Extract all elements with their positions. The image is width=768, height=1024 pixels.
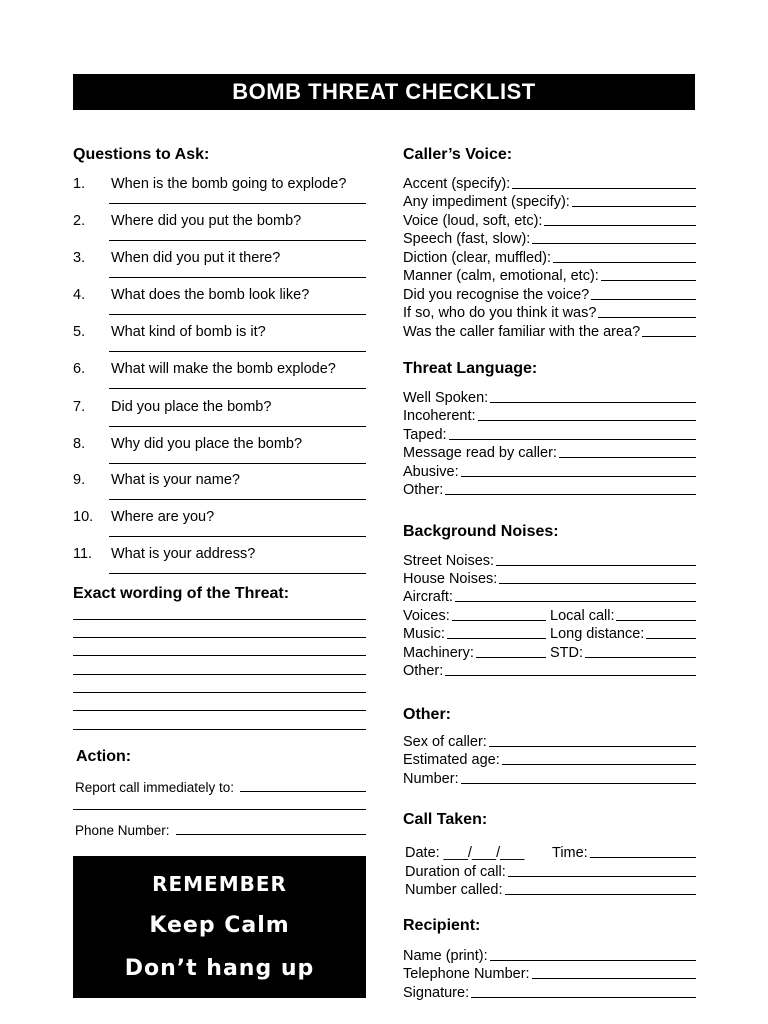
wording-line[interactable] [73,655,366,656]
name-print-field[interactable]: Name (print): [403,946,696,964]
voice-field[interactable]: Voice (loud, soft, etc): [403,211,696,229]
message-read-field[interactable]: Message read by caller: [403,443,696,461]
question-item: 5. What kind of bomb is it? [73,324,366,361]
std-field[interactable]: STD: [550,643,696,661]
question-item: 9. What is your name? [73,472,366,509]
remember-dont-hang-up: Don’t hang up [124,956,315,981]
report-to-field[interactable]: Report call immediately to: [75,777,366,795]
duration-field[interactable]: Duration of call: [405,862,696,880]
question-item: 3. When did you put it there? [73,250,366,287]
action-heading: Action: [76,748,132,765]
question-item: 4. What does the bomb look like? [73,287,366,324]
house-noises-field[interactable]: House Noises: [403,569,696,587]
phone-number-field[interactable]: Phone Number: [75,820,366,838]
who-was-it-field[interactable]: If so, who do you think it was? [403,303,696,321]
wording-line[interactable] [73,729,366,730]
well-spoken-field[interactable]: Well Spoken: [403,388,696,406]
background-noises-heading: Background Noises: [403,523,559,540]
questions-heading: Questions to Ask: [73,146,210,163]
callers-voice-heading: Caller’s Voice: [403,146,513,163]
local-call-field[interactable]: Local call: [550,606,696,624]
manner-field[interactable]: Manner (calm, emotional, etc): [403,266,696,284]
other-heading: Other: [403,706,451,723]
question-item: 6. What will make the bomb explode? [73,361,366,398]
familiar-area-field[interactable]: Was the caller familiar with the area? [403,322,696,340]
voices-field[interactable]: Voices: [403,606,546,624]
question-item: 8. Why did you place the bomb? [73,436,366,473]
long-distance-field[interactable]: Long distance: [550,624,696,642]
threat-other-field[interactable]: Other: [403,480,696,498]
remember-box [73,856,366,998]
answer-line[interactable] [109,499,366,500]
question-item: 10. Where are you? [73,509,366,546]
answer-line[interactable] [109,314,366,315]
aircraft-field[interactable]: Aircraft: [403,587,696,605]
date-field[interactable]: Date: ___/___/___ [405,845,525,861]
number-called-field[interactable]: Number called: [405,880,696,898]
answer-line[interactable] [109,240,366,241]
answer-line[interactable] [109,426,366,427]
call-taken-heading: Call Taken: [403,811,488,828]
estimated-age-field[interactable]: Estimated age: [403,750,696,768]
exact-wording-heading: Exact wording of the Threat: [73,585,290,602]
incoherent-field[interactable]: Incoherent: [403,406,696,424]
answer-line[interactable] [109,463,366,464]
report-to-line[interactable] [73,809,366,810]
street-noises-field[interactable]: Street Noises: [403,551,696,569]
accent-field[interactable]: Accent (specify): [403,174,696,192]
remember-keep-calm: Keep Calm [149,913,290,938]
machinery-field[interactable]: Machinery: [403,643,546,661]
time-field[interactable]: Time: [552,843,696,861]
wording-line[interactable] [73,637,366,638]
question-item: 1. When is the bomb going to explode? [73,176,366,213]
answer-line[interactable] [109,388,366,389]
number-field[interactable]: Number: [403,769,696,787]
question-item: 2. Where did you put the bomb? [73,213,366,250]
wording-line[interactable] [73,674,366,675]
question-item: 7. Did you place the bomb? [73,399,366,436]
wording-line[interactable] [73,710,366,711]
wording-line[interactable] [73,619,366,620]
diction-field[interactable]: Diction (clear, muffled): [403,248,696,266]
answer-line[interactable] [109,203,366,204]
sex-of-caller-field[interactable]: Sex of caller: [403,732,696,750]
page-title: BOMB THREAT CHECKLIST [73,74,695,110]
taped-field[interactable]: Taped: [403,425,696,443]
noise-other-field[interactable]: Other: [403,661,696,679]
answer-line[interactable] [109,277,366,278]
remember-heading: REMEMBER [152,872,287,896]
answer-line[interactable] [109,351,366,352]
speech-field[interactable]: Speech (fast, slow): [403,229,696,247]
recipient-heading: Recipient: [403,917,481,934]
signature-field[interactable]: Signature: [403,983,696,1001]
answer-line[interactable] [109,573,366,574]
wording-line[interactable] [73,692,366,693]
recognise-voice-field[interactable]: Did you recognise the voice? [403,285,696,303]
impediment-field[interactable]: Any impediment (specify): [403,192,696,210]
music-field[interactable]: Music: [403,624,546,642]
question-item: 11. What is your address? [73,546,366,583]
threat-language-heading: Threat Language: [403,360,538,377]
answer-line[interactable] [109,536,366,537]
telephone-number-field[interactable]: Telephone Number: [403,964,696,982]
abusive-field[interactable]: Abusive: [403,462,696,480]
